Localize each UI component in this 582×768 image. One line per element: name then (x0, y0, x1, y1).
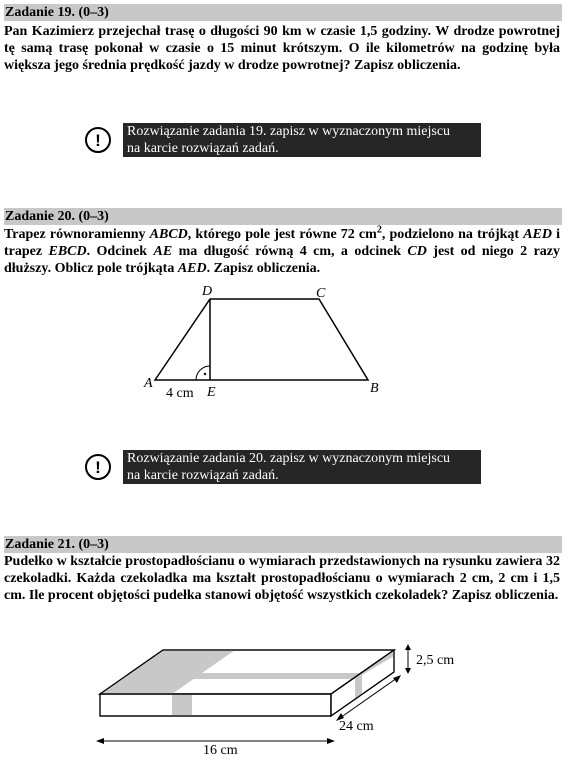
task-19-text: Pan Kazimierz przejechał trasę o długości 90 km w czasie 1,5 godziny. W drodze powrotnej tę samą trasę pokonał w czasie o 15 minut krótszym. O ile kilometrów na godzinę była większa jego średnia prędkość jazdy w drodze powrotnej? Zapisz obliczenia. (4, 24, 560, 73)
exclamation-icon: ! (85, 127, 111, 153)
task-20-header: Zadanie 20. (0–3) (4, 208, 562, 225)
box-front (100, 694, 331, 716)
box-figure (0, 636, 582, 768)
label-e: E (207, 385, 216, 400)
note-box: Rozwiązanie zadania 19. zapisz w wyznaczonym miejscu na karcie rozwiązań zadań. (123, 123, 481, 157)
task-19-header: Zadanie 19. (0–3) (4, 4, 562, 21)
trapezoid-outline (155, 299, 368, 380)
label-a: A (144, 376, 153, 391)
task-20-text: Trapez równoramienny ABCD, którego pole jest równe 72 $cm^2$, podzielono na trójkąt AED i trapez EBCD. Odcinek AE ma długość równą 4 cm, a odcinek CD jest od niego 2 razy dłuższy. Oblicz pole trójkąta AED. Zapisz obliczenia. (4, 224, 561, 276)
right-angle-mark (196, 366, 210, 380)
height-label: 2,5 cm (416, 653, 455, 668)
label-ae-length: 4 cm (166, 386, 194, 401)
ribbon-top-long (124, 673, 362, 679)
label-c: C (316, 286, 326, 301)
width-label: 16 cm (203, 743, 238, 758)
right-angle-dot (204, 373, 206, 375)
ribbon-front (172, 694, 192, 716)
label-d: D (202, 284, 213, 299)
exclamation-icon: ! (85, 454, 111, 480)
depth-label: 24 cm (339, 719, 374, 734)
trapezoid-figure (0, 280, 582, 405)
note-box: Rozwiązanie zadania 20. zapisz w wyznaczonym miejscu na karcie rozwiązań zadań. (123, 450, 481, 484)
label-b: B (370, 381, 379, 396)
task-21-text: Pudełko w kształcie prostopadłościanu o wymiarach przedstawionych na rysunku zawiera 32 czekoladki. Każda czekoladka ma kształt prostopadłościanu o wymiarach 2 cm, 2 cm i 1,5 cm. Ile procent objętości pudełka stanowi objętość wszystkich czekoladek? Zapisz obliczenia. (4, 554, 560, 603)
task-21-header: Zadanie 21. (0–3) (4, 536, 562, 553)
